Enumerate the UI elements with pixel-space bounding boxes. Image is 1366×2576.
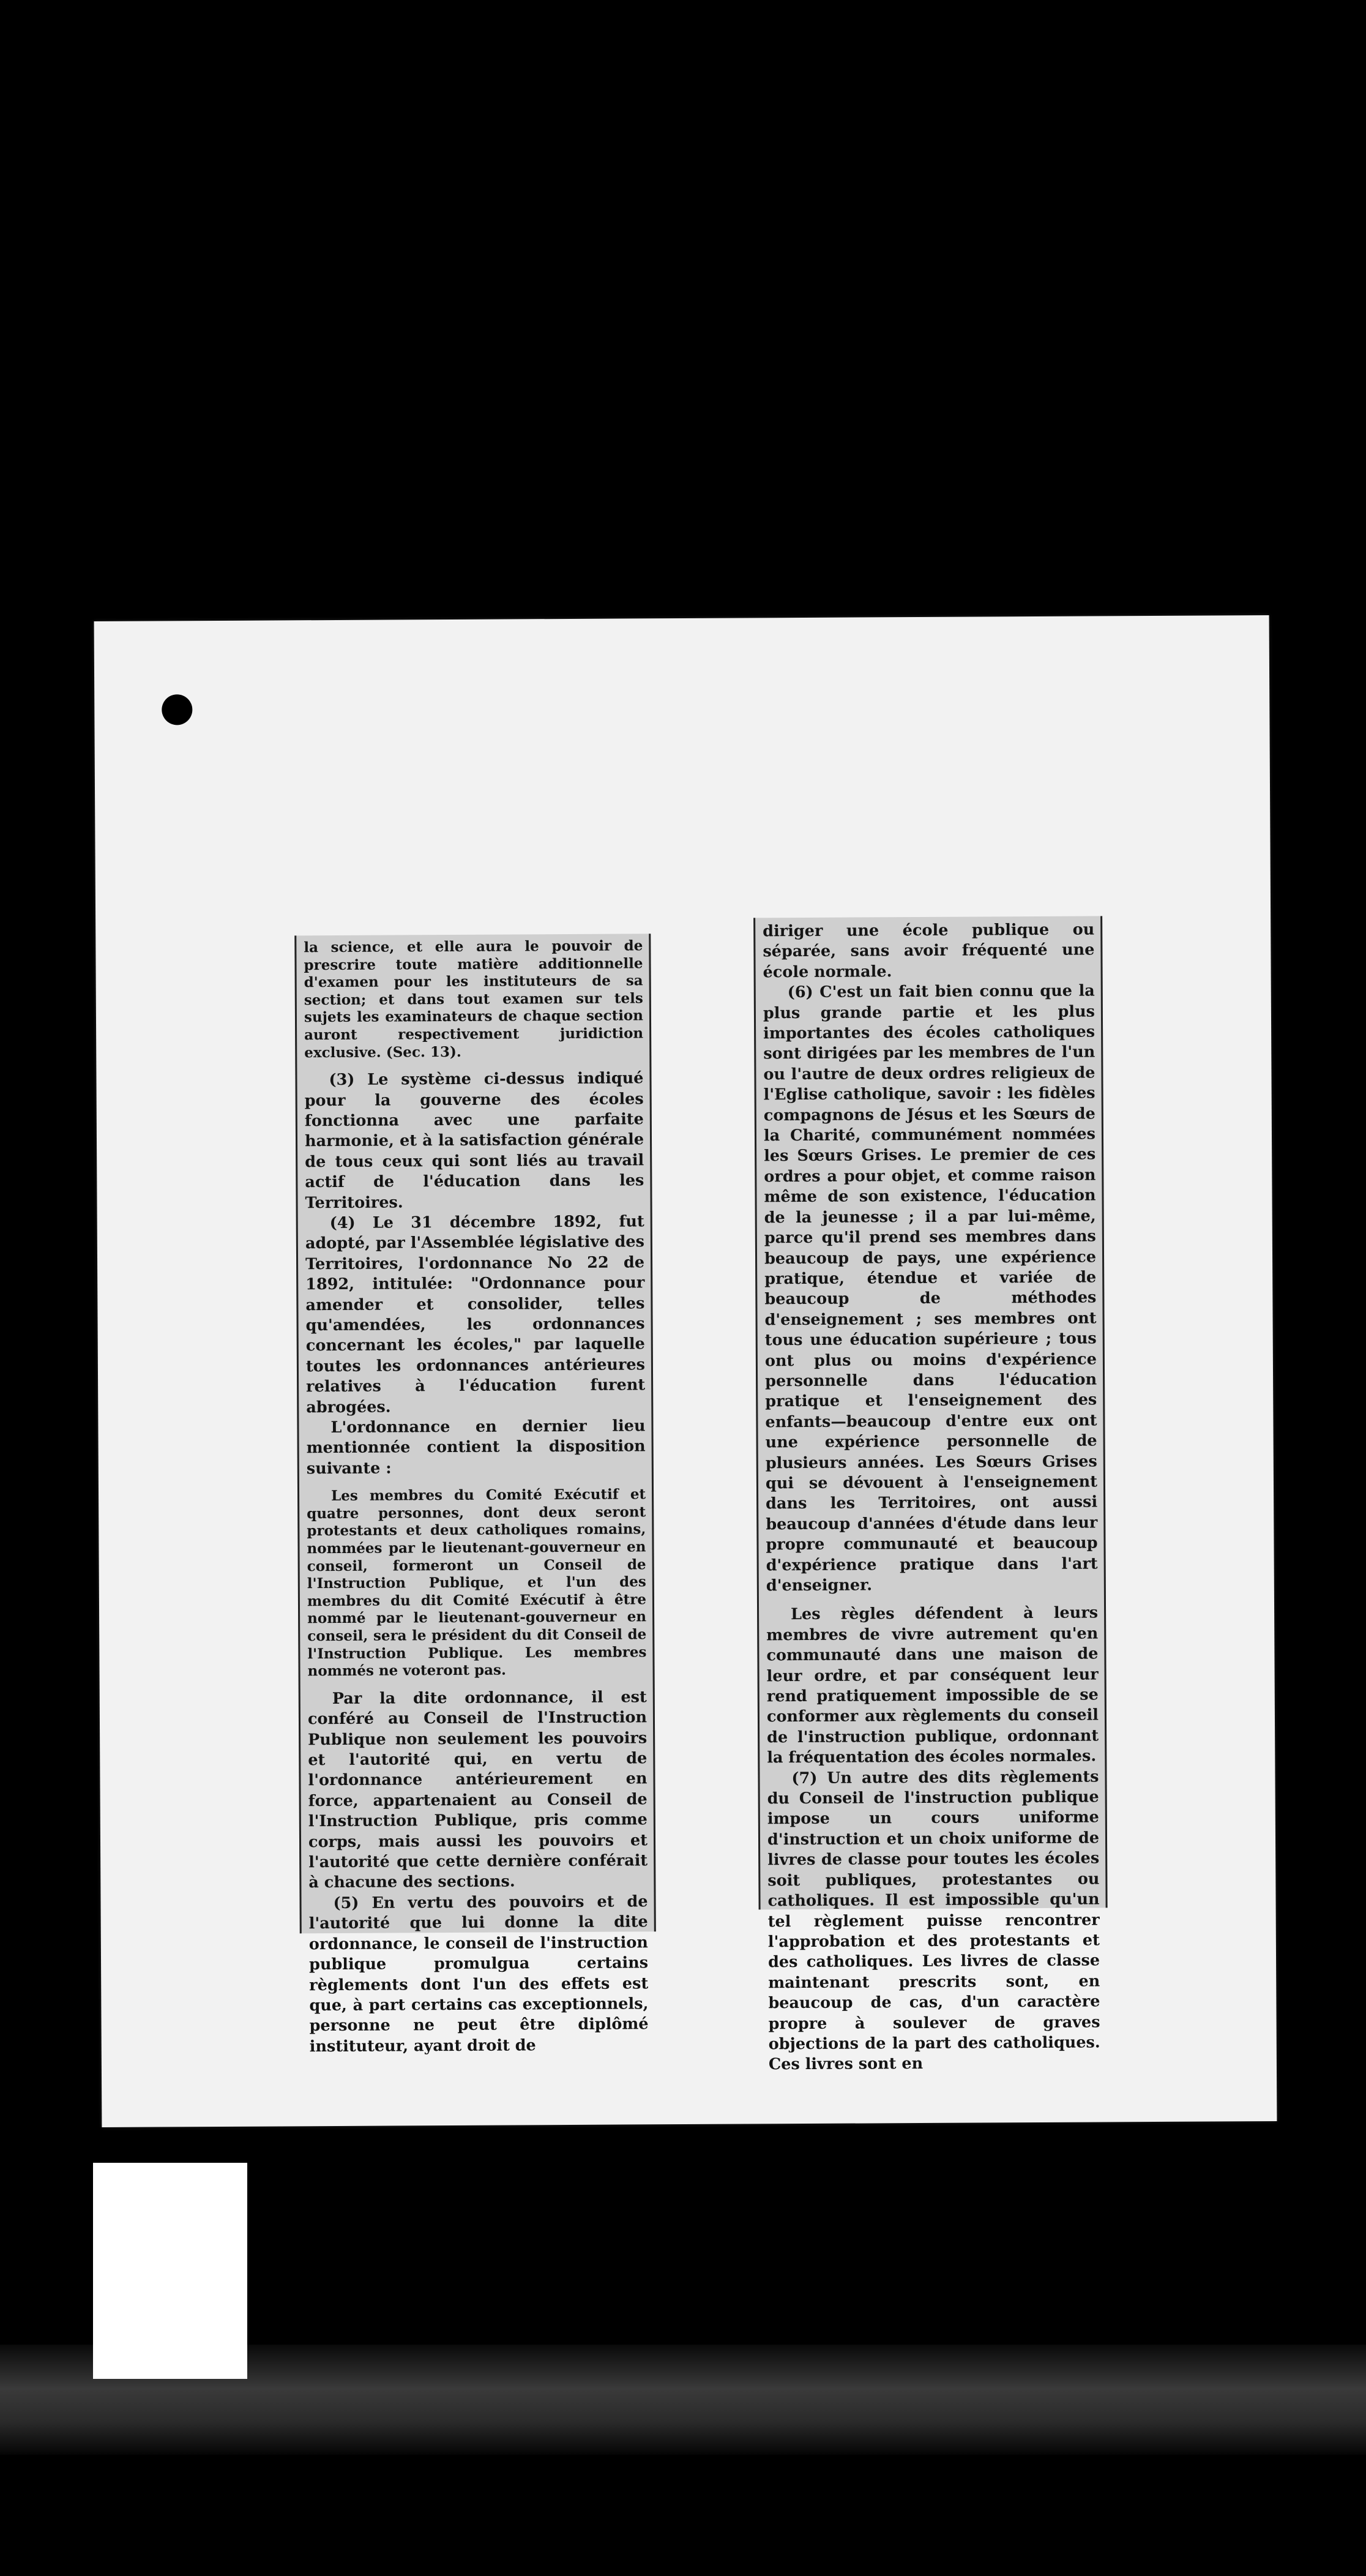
- right-paragraph-3: Les règles défendent à leurs membres de vivre autrement qu'en communauté dans une maison de leur ordre, et par conséquent leur rend pratiquement impossible de se conformer aux règlements du conseil de l'instruction publique, ordonnant la fréquentation des écoles normales.: [766, 1603, 1099, 1767]
- calibration-card: [93, 2163, 247, 2379]
- left-paragraph-7: (5) En vertu des pouvoirs et de l'autorité que lui donne la dite ordonnance, le conseil de l'instruction publique promulgua certains règlements dont l'un des effets est que, à part certains cas exceptionnels, personne ne peut être diplômé instituteur, ayant droit de: [308, 1892, 649, 2056]
- left-paragraph-6: Par la dite ordonnance, il est conféré au Conseil de l'Instruction Publique non seulement les pouvoirs et l'autorité qui, en vertu de l'ordonnance antérieurement en force, appartenaient au Conseil de l'Instruction Publique, pris comme corps, mais aussi les pouvoirs et l'autorité que cette dernière conférait à chacune des sections.: [307, 1688, 648, 1892]
- left-paragraph-2: (3) Le système ci-dessus indiqué pour la gouverne des écoles fonctionna avec une parfaite harmonie, et à la satisfaction générale de tous ceux qui sont liés au travail actif de l'éducation dans les Territoires.: [304, 1069, 644, 1212]
- newspaper-clipping-left: [294, 934, 656, 2056]
- left-paragraph-3: (4) Le 31 décembre 1892, fut adopté, par l'Assemblée législative des Territoires, l'ordonnance No 22 de 1892, intitulée: "Ordonnance pour amender et consolider, telles qu'amendées, les ordonnances concernant les écoles," par laquelle toutes les ordonnances antérieures relatives à l'éducation furent abrogées.: [305, 1212, 646, 1417]
- document-page: [94, 615, 1277, 2127]
- left-paragraph-4: L'ordonnance en dernier lieu mentionnée contient la disposition suivante :: [306, 1417, 646, 1478]
- left-quoted-provision: Les membres du Comité Exécutif et quatre personnes, dont deux seront protestants et deux catholiques romains, nommées par le lieutenant-gouverneur en conseil, formeront un Conseil de l'Instruction Publique, et l'un des membres du dit Comité Exécutif à être nommé par le lieutenant-gouverneur en conseil, sera le président du dit Conseil de l'Instruction Publique. Les membres nommés ne voteront pas.: [307, 1486, 647, 1680]
- right-paragraph-2: (6) C'est un fait bien connu que la plus grande partie et les plus importantes des écoles catholiques sont dirigées par les membres de l'un ou l'autre de deux ordres religieux de l'Eglise catholique, savoir : les fidèles compagnons de Jésus et les Sœurs de la Charité, communément nommées les Sœurs Grises. Le premier de ces ordres a pour objet, et comme raison même de son existence, l'éducation de la jeunesse ; il a par lui-même, parce qu'il prend ses membres dans beaucoup de pays, une expérience pratique, étendue et variée de beaucoup de méthodes d'enseignement ; ses membres ont tous une éducation supérieure ; tous ont plus ou moins d'expérience personnelle dans l'éducation pratique et l'enseignement des enfants—beaucoup d'entre eux ont une expérience personnelle de plusieurs années. Les Sœurs Grises qui se dévouent à l'enseignement dans les Territoires, ont aussi beaucoup d'années d'étude dans leur propre communauté et beaucoup d'expérience pratique dans l'art d'enseigner.: [763, 981, 1098, 1595]
- right-paragraph-4: (7) Un autre des dits règlements du Conseil de l'instruction publique impose un cours uniforme d'instruction et un choix uniforme de livres de classe pour toutes les écoles soit publiques, protestantes ou catholiques. Il est impossible qu'un tel règlement puisse rencontrer l'approbation et des protestants et des catholiques. Les livres de classe maintenant prescrits sont, en beaucoup de cas, d'un caractère propre à soulever de graves objections de la part des catholiques. Ces livres sont en: [767, 1767, 1100, 2074]
- right-paragraph-1: diriger une école publique ou séparée, sans avoir fréquenté une école normale.: [763, 920, 1095, 982]
- newspaper-clipping-right: [753, 916, 1107, 2074]
- punch-hole: [162, 694, 192, 725]
- left-paragraph-1: la science, et elle aura le pouvoir de prescrire toute matière additionnelle d'examen pour les instituteurs de sa section; et dans tout examen sur tels sujets les examinateurs de chaque section auront respectivement juridiction exclusive. (Sec. 13).: [304, 937, 644, 1061]
